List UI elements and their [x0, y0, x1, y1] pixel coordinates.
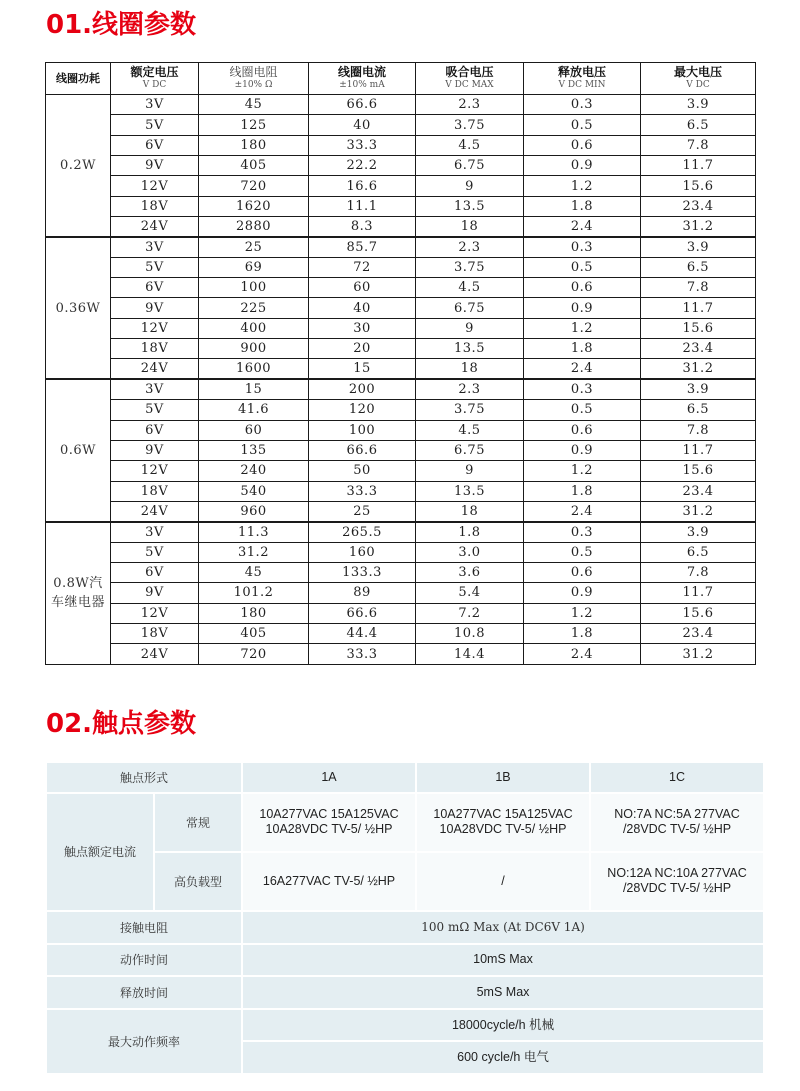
header-max-voltage: 最大电压 V DC	[641, 63, 756, 95]
max-voltage-cell: 31.2	[641, 501, 756, 521]
release-voltage-cell: 0.9	[524, 156, 641, 176]
coil-resistance-cell: 15	[199, 379, 309, 399]
pickup-voltage-cell: 6.75	[416, 298, 524, 318]
coil-current-cell: 15	[309, 359, 416, 379]
coil-power-cell: 0.6W	[46, 379, 111, 521]
max-voltage-cell: 15.6	[641, 603, 756, 623]
max-voltage-cell: 6.5	[641, 257, 756, 277]
rated-voltage-cell: 18V	[111, 339, 199, 359]
max-voltage-cell: 3.9	[641, 237, 756, 257]
max-voltage-cell: 7.8	[641, 420, 756, 440]
coil-current-cell: 60	[309, 278, 416, 298]
max-voltage-cell: 15.6	[641, 461, 756, 481]
max-frequency-mechanical: 18000cycle/h 机械	[243, 1010, 763, 1041]
coil-table-row	[46, 237, 756, 257]
coil-current-cell: 8.3	[309, 217, 416, 237]
pickup-voltage-cell: 2.3	[416, 95, 524, 115]
release-voltage-cell: 0.9	[524, 583, 641, 603]
coil-table-row	[46, 562, 756, 582]
pickup-voltage-cell: 3.6	[416, 562, 524, 582]
contact-form-1b: 1B	[417, 763, 589, 792]
coil-resistance-cell: 180	[199, 135, 309, 155]
max-frequency-electrical: 600 cycle/h 电气	[243, 1042, 763, 1073]
rated-voltage-cell: 24V	[111, 359, 199, 379]
operate-time-label: 动作时间	[47, 945, 241, 976]
coil-resistance-cell: 41.6	[199, 400, 309, 420]
header-pickup-voltage: 吸合电压 V DC MAX	[416, 63, 524, 95]
release-voltage-cell: 0.9	[524, 298, 641, 318]
max-voltage-cell: 31.2	[641, 359, 756, 379]
max-voltage-cell: 3.9	[641, 95, 756, 115]
header-rated-voltage: 额定电压 V DC	[111, 63, 199, 95]
max-voltage-cell: 23.4	[641, 623, 756, 643]
rated-voltage-cell: 9V	[111, 440, 199, 460]
rated-voltage-cell: 5V	[111, 115, 199, 135]
high-load-label: 高负载型	[155, 853, 241, 910]
rated-voltage-cell: 24V	[111, 217, 199, 237]
coil-current-cell: 120	[309, 400, 416, 420]
max-voltage-cell: 3.9	[641, 522, 756, 542]
coil-current-cell: 16.6	[309, 176, 416, 196]
coil-current-cell: 66.6	[309, 603, 416, 623]
coil-resistance-cell: 720	[199, 644, 309, 665]
coil-table-body	[46, 95, 756, 665]
release-voltage-cell: 0.3	[524, 95, 641, 115]
coil-table-row	[46, 135, 756, 155]
pickup-voltage-cell: 5.4	[416, 583, 524, 603]
pickup-voltage-cell: 10.8	[416, 623, 524, 643]
pickup-voltage-cell: 6.75	[416, 440, 524, 460]
coil-resistance-cell: 45	[199, 562, 309, 582]
pickup-voltage-cell: 18	[416, 501, 524, 521]
coil-resistance-cell: 900	[199, 339, 309, 359]
coil-table-row	[46, 583, 756, 603]
coil-table-row	[46, 481, 756, 501]
rated-voltage-cell: 5V	[111, 400, 199, 420]
coil-power-cell: 0.8W汽车继电器	[46, 522, 111, 665]
coil-current-cell: 40	[309, 115, 416, 135]
rated-voltage-cell: 3V	[111, 95, 199, 115]
max-voltage-cell: 15.6	[641, 318, 756, 338]
max-voltage-cell: 11.7	[641, 440, 756, 460]
coil-table-row	[46, 257, 756, 277]
max-voltage-cell: 15.6	[641, 176, 756, 196]
coil-current-cell: 72	[309, 257, 416, 277]
coil-table-row	[46, 461, 756, 481]
max-frequency-label: 最大动作频率	[47, 1010, 241, 1073]
coil-current-cell: 22.2	[309, 156, 416, 176]
contact-parameter-table	[45, 761, 765, 1075]
pickup-voltage-cell: 18	[416, 359, 524, 379]
rated-voltage-cell: 6V	[111, 562, 199, 582]
coil-resistance-cell: 540	[199, 481, 309, 501]
coil-table-row	[46, 339, 756, 359]
high-load-1b-value: /	[417, 853, 589, 910]
standard-1a-value: 10A277VAC 15A125VAC 10A28VDC TV-5/ ½HP	[243, 794, 415, 851]
coil-parameter-table	[45, 62, 756, 665]
max-voltage-cell: 7.8	[641, 562, 756, 582]
coil-table-row	[46, 522, 756, 542]
rated-voltage-cell: 12V	[111, 461, 199, 481]
pickup-voltage-cell: 6.75	[416, 156, 524, 176]
contact-resistance-value: 100 mΩ Max (At DC6V 1A)	[243, 912, 763, 943]
coil-resistance-cell: 11.3	[199, 522, 309, 542]
coil-resistance-cell: 405	[199, 623, 309, 643]
contact-form-row	[47, 763, 763, 792]
pickup-voltage-cell: 2.3	[416, 237, 524, 257]
coil-current-cell: 44.4	[309, 623, 416, 643]
rated-voltage-cell: 12V	[111, 176, 199, 196]
pickup-voltage-cell: 18	[416, 217, 524, 237]
release-voltage-cell: 1.2	[524, 461, 641, 481]
release-voltage-cell: 1.8	[524, 623, 641, 643]
release-voltage-cell: 2.4	[524, 359, 641, 379]
coil-table-row	[46, 623, 756, 643]
coil-resistance-cell: 135	[199, 440, 309, 460]
rated-voltage-cell: 18V	[111, 623, 199, 643]
release-voltage-cell: 1.2	[524, 603, 641, 623]
release-voltage-cell: 0.6	[524, 135, 641, 155]
coil-current-cell: 66.6	[309, 440, 416, 460]
rated-voltage-cell: 12V	[111, 318, 199, 338]
max-voltage-cell: 6.5	[641, 542, 756, 562]
coil-current-cell: 133.3	[309, 562, 416, 582]
contact-form-label: 触点形式	[47, 763, 241, 792]
release-voltage-cell: 0.6	[524, 278, 641, 298]
coil-current-cell: 200	[309, 379, 416, 399]
max-voltage-cell: 6.5	[641, 400, 756, 420]
max-voltage-cell: 6.5	[641, 115, 756, 135]
standard-1b-value: 10A277VAC 15A125VAC 10A28VDC TV-5/ ½HP	[417, 794, 589, 851]
pickup-voltage-cell: 4.5	[416, 420, 524, 440]
coil-current-cell: 50	[309, 461, 416, 481]
coil-current-cell: 40	[309, 298, 416, 318]
rated-voltage-cell: 5V	[111, 257, 199, 277]
release-voltage-cell: 0.3	[524, 237, 641, 257]
coil-current-cell: 85.7	[309, 237, 416, 257]
coil-current-cell: 33.3	[309, 481, 416, 501]
rated-voltage-cell: 24V	[111, 644, 199, 665]
contact-form-1c: 1C	[591, 763, 763, 792]
pickup-voltage-cell: 14.4	[416, 644, 524, 665]
pickup-voltage-cell: 9	[416, 318, 524, 338]
coil-current-cell: 66.6	[309, 95, 416, 115]
coil-table-row	[46, 501, 756, 521]
coil-resistance-cell: 405	[199, 156, 309, 176]
pickup-voltage-cell: 1.8	[416, 522, 524, 542]
coil-resistance-cell: 60	[199, 420, 309, 440]
rated-voltage-cell: 9V	[111, 156, 199, 176]
pickup-voltage-cell: 13.5	[416, 339, 524, 359]
coil-resistance-cell: 240	[199, 461, 309, 481]
coil-current-cell: 160	[309, 542, 416, 562]
rated-voltage-cell: 5V	[111, 542, 199, 562]
rated-voltage-cell: 9V	[111, 583, 199, 603]
max-voltage-cell: 23.4	[641, 339, 756, 359]
coil-table-row	[46, 196, 756, 216]
high-load-1c-value: NO:12A NC:10A 277VAC /28VDC TV-5/ ½HP	[591, 853, 763, 910]
rated-voltage-cell: 6V	[111, 135, 199, 155]
pickup-voltage-cell: 3.0	[416, 542, 524, 562]
release-time-value: 5mS Max	[243, 977, 763, 1008]
pickup-voltage-cell: 3.75	[416, 115, 524, 135]
rated-voltage-cell: 6V	[111, 278, 199, 298]
coil-table-row	[46, 400, 756, 420]
contact-form-1a: 1A	[243, 763, 415, 792]
contact-resistance-row	[47, 912, 763, 943]
coil-table-row	[46, 603, 756, 623]
rated-voltage-cell: 9V	[111, 298, 199, 318]
coil-table-row	[46, 420, 756, 440]
max-voltage-cell: 7.8	[641, 135, 756, 155]
rated-voltage-cell: 12V	[111, 603, 199, 623]
header-release-voltage: 释放电压 V DC MIN	[524, 63, 641, 95]
rated-voltage-cell: 18V	[111, 481, 199, 501]
pickup-voltage-cell: 7.2	[416, 603, 524, 623]
coil-resistance-cell: 25	[199, 237, 309, 257]
coil-resistance-cell: 125	[199, 115, 309, 135]
pickup-voltage-cell: 4.5	[416, 135, 524, 155]
max-voltage-cell: 23.4	[641, 196, 756, 216]
standard-1c-value: NO:7A NC:5A 277VAC /28VDC TV-5/ ½HP	[591, 794, 763, 851]
coil-resistance-cell: 31.2	[199, 542, 309, 562]
coil-table-row	[46, 156, 756, 176]
standard-label: 常规	[155, 794, 241, 851]
max-voltage-cell: 11.7	[641, 298, 756, 318]
coil-current-cell: 265.5	[309, 522, 416, 542]
release-time-label: 释放时间	[47, 977, 241, 1008]
release-voltage-cell: 0.3	[524, 522, 641, 542]
coil-resistance-cell: 400	[199, 318, 309, 338]
max-voltage-cell: 3.9	[641, 379, 756, 399]
max-frequency-mechanical-row	[47, 1010, 763, 1041]
release-voltage-cell: 2.4	[524, 217, 641, 237]
header-coil-resistance: 线圈电阻 ±10% Ω	[199, 63, 309, 95]
coil-current-cell: 100	[309, 420, 416, 440]
pickup-voltage-cell: 2.3	[416, 379, 524, 399]
rated-current-standard-row	[47, 794, 763, 851]
coil-resistance-cell: 69	[199, 257, 309, 277]
contact-section-title: 02.触点参数	[46, 709, 197, 739]
coil-section-title: 01.线圈参数	[46, 10, 197, 40]
coil-resistance-cell: 100	[199, 278, 309, 298]
coil-resistance-cell: 1620	[199, 196, 309, 216]
max-voltage-cell: 7.8	[641, 278, 756, 298]
release-voltage-cell: 0.5	[524, 115, 641, 135]
release-voltage-cell: 2.4	[524, 644, 641, 665]
rated-voltage-cell: 24V	[111, 501, 199, 521]
header-coil-power: 线圈功耗	[46, 63, 111, 95]
pickup-voltage-cell: 3.75	[416, 400, 524, 420]
rated-current-high-load-row	[47, 853, 763, 910]
coil-table-row	[46, 644, 756, 665]
release-voltage-cell: 0.3	[524, 379, 641, 399]
release-voltage-cell: 2.4	[524, 501, 641, 521]
coil-table-row	[46, 542, 756, 562]
coil-table-row	[46, 217, 756, 237]
coil-resistance-cell: 720	[199, 176, 309, 196]
release-voltage-cell: 1.8	[524, 481, 641, 501]
max-voltage-cell: 11.7	[641, 156, 756, 176]
release-voltage-cell: 1.8	[524, 339, 641, 359]
coil-header-row	[46, 63, 756, 95]
coil-power-cell: 0.36W	[46, 237, 111, 379]
coil-resistance-cell: 225	[199, 298, 309, 318]
coil-power-cell: 0.2W	[46, 95, 111, 237]
coil-current-cell: 33.3	[309, 644, 416, 665]
rated-current-label: 触点额定电流	[47, 794, 153, 910]
release-voltage-cell: 0.6	[524, 420, 641, 440]
coil-resistance-cell: 180	[199, 603, 309, 623]
pickup-voltage-cell: 13.5	[416, 196, 524, 216]
release-time-row	[47, 977, 763, 1008]
coil-current-cell: 33.3	[309, 135, 416, 155]
coil-table-row	[46, 440, 756, 460]
rated-voltage-cell: 6V	[111, 420, 199, 440]
coil-table-row	[46, 359, 756, 379]
coil-current-cell: 20	[309, 339, 416, 359]
release-voltage-cell: 1.2	[524, 176, 641, 196]
header-coil-current: 线圈电流 ±10% mA	[309, 63, 416, 95]
release-voltage-cell: 1.2	[524, 318, 641, 338]
coil-table-row	[46, 278, 756, 298]
release-voltage-cell: 0.6	[524, 562, 641, 582]
coil-table-row	[46, 95, 756, 115]
rated-voltage-cell: 3V	[111, 237, 199, 257]
coil-table-row	[46, 176, 756, 196]
coil-resistance-cell: 1600	[199, 359, 309, 379]
pickup-voltage-cell: 13.5	[416, 481, 524, 501]
rated-voltage-cell: 3V	[111, 522, 199, 542]
max-voltage-cell: 31.2	[641, 644, 756, 665]
release-voltage-cell: 0.5	[524, 400, 641, 420]
release-voltage-cell: 0.5	[524, 542, 641, 562]
rated-voltage-cell: 3V	[111, 379, 199, 399]
contact-resistance-label: 接触电阻	[47, 912, 241, 943]
coil-table-row	[46, 379, 756, 399]
rated-voltage-cell: 18V	[111, 196, 199, 216]
release-voltage-cell: 1.8	[524, 196, 641, 216]
max-voltage-cell: 11.7	[641, 583, 756, 603]
coil-current-cell: 25	[309, 501, 416, 521]
coil-table-row	[46, 318, 756, 338]
coil-current-cell: 89	[309, 583, 416, 603]
pickup-voltage-cell: 4.5	[416, 278, 524, 298]
release-voltage-cell: 0.5	[524, 257, 641, 277]
coil-table-row	[46, 298, 756, 318]
release-voltage-cell: 0.9	[524, 440, 641, 460]
pickup-voltage-cell: 9	[416, 176, 524, 196]
coil-table-row	[46, 115, 756, 135]
operate-time-value: 10mS Max	[243, 945, 763, 976]
max-voltage-cell: 23.4	[641, 481, 756, 501]
pickup-voltage-cell: 9	[416, 461, 524, 481]
coil-resistance-cell: 2880	[199, 217, 309, 237]
operate-time-row	[47, 945, 763, 976]
max-voltage-cell: 31.2	[641, 217, 756, 237]
high-load-1a-value: 16A277VAC TV-5/ ½HP	[243, 853, 415, 910]
coil-resistance-cell: 45	[199, 95, 309, 115]
coil-current-cell: 30	[309, 318, 416, 338]
coil-resistance-cell: 101.2	[199, 583, 309, 603]
coil-current-cell: 11.1	[309, 196, 416, 216]
pickup-voltage-cell: 3.75	[416, 257, 524, 277]
coil-resistance-cell: 960	[199, 501, 309, 521]
